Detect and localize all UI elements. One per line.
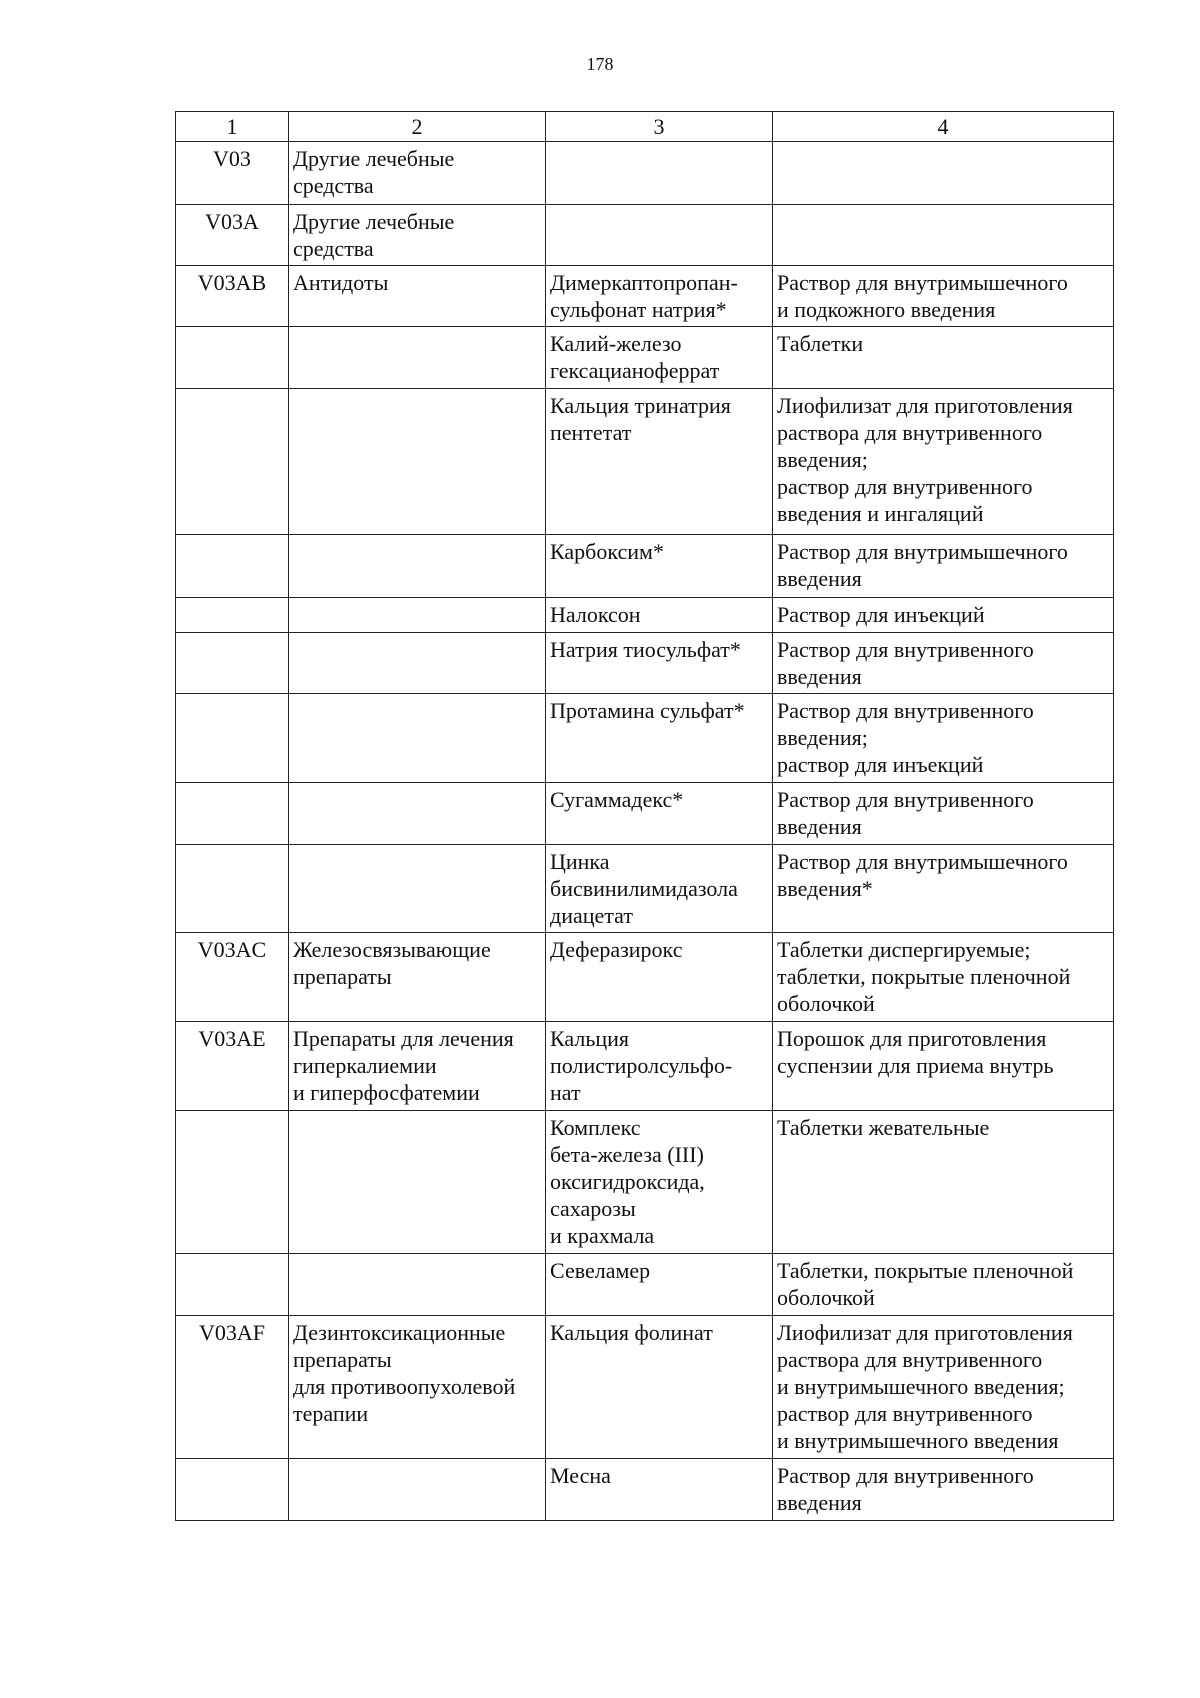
header-col-3: 3 bbox=[546, 112, 773, 142]
cell-text-line: Антидоты bbox=[293, 270, 389, 295]
cell-text-line: Калий-железо bbox=[550, 331, 682, 356]
drug-name-cell bbox=[546, 933, 773, 1022]
pharmacological-group-cell bbox=[289, 1022, 546, 1111]
table-row bbox=[176, 327, 1114, 389]
cell-text-line: Севеламер bbox=[550, 1258, 651, 1283]
atc-code-cell: V03AF bbox=[176, 1316, 289, 1459]
cell-text-line: раствора для внутривенного bbox=[777, 420, 1043, 445]
cell-text-line: Протамина сульфат* bbox=[550, 698, 745, 723]
dosage-form-cell bbox=[773, 142, 1114, 205]
drug-name-cell bbox=[546, 205, 773, 266]
cell-text-line: таблетки, покрытые пленочной bbox=[777, 964, 1071, 989]
pharmacological-group-cell bbox=[289, 1459, 546, 1521]
drug-name-cell bbox=[546, 142, 773, 205]
cell-text-line: Другие лечебные bbox=[293, 209, 455, 234]
pharmacological-group-cell bbox=[289, 783, 546, 845]
drug-name-cell bbox=[546, 389, 773, 535]
drug-name-cell bbox=[546, 694, 773, 783]
cell-text-line: средства bbox=[293, 173, 374, 198]
pharmacological-group-cell bbox=[289, 694, 546, 783]
cell-text-line: Лиофилизат для приготовления bbox=[777, 393, 1073, 418]
drug-classification-table bbox=[175, 111, 1114, 1521]
drug-name-cell bbox=[546, 535, 773, 598]
cell-text-line: введения bbox=[777, 814, 862, 839]
table-row bbox=[176, 205, 1114, 266]
table-row bbox=[176, 783, 1114, 845]
cell-text-line: Натрия тиосульфат* bbox=[550, 637, 741, 662]
cell-text-line: оболочкой bbox=[777, 1285, 875, 1310]
dosage-form-cell bbox=[773, 205, 1114, 266]
dosage-form-cell bbox=[773, 1316, 1114, 1459]
cell-text-line: бета-железа (III) bbox=[550, 1142, 704, 1167]
cell-text-line: введения bbox=[777, 1490, 862, 1515]
atc-code-cell: V03A bbox=[176, 205, 289, 266]
dosage-form-cell bbox=[773, 1022, 1114, 1111]
table-row bbox=[176, 1111, 1114, 1254]
drug-name-cell bbox=[546, 633, 773, 694]
cell-text-line: раствор для инъекций bbox=[777, 752, 984, 777]
atc-code-cell bbox=[176, 1254, 289, 1316]
dosage-form-cell bbox=[773, 598, 1114, 633]
table-row bbox=[176, 389, 1114, 535]
cell-text-line: Карбоксим* bbox=[550, 539, 664, 564]
cell-text-line: Сугаммадекс* bbox=[550, 787, 684, 812]
cell-text-line: Таблетки, покрытые пленочной bbox=[777, 1258, 1074, 1283]
cell-text-line: Комплекс bbox=[550, 1115, 641, 1140]
atc-code-cell bbox=[176, 783, 289, 845]
table-row bbox=[176, 633, 1114, 694]
dosage-form-cell bbox=[773, 266, 1114, 327]
atc-code-cell bbox=[176, 1111, 289, 1254]
pharmacological-group-cell bbox=[289, 598, 546, 633]
header-col-4: 4 bbox=[773, 112, 1114, 142]
cell-text-line: Другие лечебные bbox=[293, 146, 455, 171]
cell-text-line: терапии bbox=[293, 1401, 369, 1426]
cell-text-line: оболочкой bbox=[777, 991, 875, 1016]
cell-text-line: и внутримышечного введения bbox=[777, 1428, 1059, 1453]
cell-text-line: Раствор для внутримышечного bbox=[777, 270, 1068, 295]
drug-name-cell bbox=[546, 266, 773, 327]
atc-code-cell bbox=[176, 845, 289, 933]
atc-code-cell: V03 bbox=[176, 142, 289, 205]
table-row bbox=[176, 1316, 1114, 1459]
cell-text-line: полистиролсульфо- bbox=[550, 1053, 733, 1078]
drug-name-cell bbox=[546, 327, 773, 389]
cell-text-line: Налоксон bbox=[550, 602, 641, 627]
dosage-form-cell bbox=[773, 535, 1114, 598]
dosage-form-cell bbox=[773, 845, 1114, 933]
cell-text-line: Кальция фолинат bbox=[550, 1320, 713, 1345]
cell-text-line: диацетат bbox=[550, 903, 633, 928]
cell-text-line: Препараты для лечения bbox=[293, 1026, 514, 1051]
table-row bbox=[176, 694, 1114, 783]
cell-text-line: Раствор для внутримышечного bbox=[777, 539, 1068, 564]
dosage-form-cell bbox=[773, 633, 1114, 694]
pharmacological-group-cell bbox=[289, 1316, 546, 1459]
cell-text-line: Железосвязывающие bbox=[293, 937, 491, 962]
drug-name-cell bbox=[546, 1254, 773, 1316]
table-row bbox=[176, 1459, 1114, 1521]
pharmacological-group-cell bbox=[289, 266, 546, 327]
dosage-form-cell bbox=[773, 933, 1114, 1022]
cell-text-line: Деферазирокс bbox=[550, 937, 683, 962]
cell-text-line: раствор для внутривенного bbox=[777, 474, 1033, 499]
cell-text-line: гексацианоферрат bbox=[550, 358, 720, 383]
drug-name-cell bbox=[546, 1316, 773, 1459]
atc-code-cell bbox=[176, 598, 289, 633]
cell-text-line: раствора для внутривенного bbox=[777, 1347, 1043, 1372]
cell-text-line: введения bbox=[777, 566, 862, 591]
drug-name-cell bbox=[546, 1022, 773, 1111]
cell-text-line: пентетат bbox=[550, 420, 632, 445]
atc-code-cell bbox=[176, 535, 289, 598]
dosage-form-cell bbox=[773, 1459, 1114, 1521]
pharmacological-group-cell bbox=[289, 205, 546, 266]
cell-text-line: введения и ингаляций bbox=[777, 501, 984, 526]
cell-text-line: Порошок для приготовления bbox=[777, 1026, 1047, 1051]
cell-text-line: Месна bbox=[550, 1463, 611, 1488]
dosage-form-cell bbox=[773, 389, 1114, 535]
cell-text-line: введения; bbox=[777, 725, 868, 750]
cell-text-line: Лиофилизат для приготовления bbox=[777, 1320, 1073, 1345]
pharmacological-group-cell bbox=[289, 327, 546, 389]
drug-name-cell bbox=[546, 1111, 773, 1254]
cell-text-line: введения; bbox=[777, 447, 868, 472]
cell-text-line: Таблетки диспергируемые; bbox=[777, 937, 1031, 962]
cell-text-line: Цинка bbox=[550, 849, 610, 874]
cell-text-line: и гиперфосфатемии bbox=[293, 1080, 480, 1105]
cell-text-line: Дезинтоксикационные bbox=[293, 1320, 506, 1345]
pharmacological-group-cell bbox=[289, 1111, 546, 1254]
cell-text-line: раствор для внутривенного bbox=[777, 1401, 1033, 1426]
dosage-form-cell bbox=[773, 783, 1114, 845]
table-row bbox=[176, 845, 1114, 933]
cell-text-line: средства bbox=[293, 236, 374, 261]
table-header-row bbox=[176, 112, 1114, 142]
cell-text-line: Раствор для инъекций bbox=[777, 602, 985, 627]
atc-code-cell bbox=[176, 694, 289, 783]
atc-code-cell bbox=[176, 633, 289, 694]
atc-code-cell bbox=[176, 327, 289, 389]
cell-text-line: Кальция тринатрия bbox=[550, 393, 731, 418]
pharmacological-group-cell bbox=[289, 633, 546, 694]
table-row bbox=[176, 535, 1114, 598]
table-row bbox=[176, 142, 1114, 205]
table-row bbox=[176, 1254, 1114, 1316]
cell-text-line: сульфонат натрия* bbox=[550, 297, 727, 322]
cell-text-line: препараты bbox=[293, 1347, 392, 1372]
pharmacological-group-cell bbox=[289, 1254, 546, 1316]
table-row bbox=[176, 933, 1114, 1022]
cell-text-line: препараты bbox=[293, 964, 392, 989]
dosage-form-cell bbox=[773, 694, 1114, 783]
cell-text-line: и подкожного введения bbox=[777, 297, 996, 322]
cell-text-line: Раствор для внутривенного bbox=[777, 1463, 1034, 1488]
pharmacological-group-cell bbox=[289, 535, 546, 598]
pharmacological-group-cell bbox=[289, 933, 546, 1022]
table-row bbox=[176, 1022, 1114, 1111]
drug-name-cell bbox=[546, 845, 773, 933]
atc-code-cell: V03AB bbox=[176, 266, 289, 327]
cell-text-line: Димеркаптопропан- bbox=[550, 270, 738, 295]
cell-text-line: введения* bbox=[777, 876, 873, 901]
cell-text-line: бисвинилимидазола bbox=[550, 876, 738, 901]
cell-text-line: для противоопухолевой bbox=[293, 1374, 516, 1399]
cell-text-line: суспензии для приема внутрь bbox=[777, 1053, 1054, 1078]
pharmacological-group-cell bbox=[289, 142, 546, 205]
atc-code-cell bbox=[176, 1459, 289, 1521]
drug-name-cell bbox=[546, 1459, 773, 1521]
atc-code-cell: V03AC bbox=[176, 933, 289, 1022]
cell-text-line: Кальция bbox=[550, 1026, 630, 1051]
cell-text-line: гиперкалиемии bbox=[293, 1053, 437, 1078]
pharmacological-group-cell bbox=[289, 389, 546, 535]
cell-text-line: оксигидроксида, bbox=[550, 1169, 705, 1194]
drug-name-cell bbox=[546, 783, 773, 845]
cell-text-line: введения bbox=[777, 664, 862, 689]
dosage-form-cell bbox=[773, 1111, 1114, 1254]
cell-text-line: Таблетки bbox=[777, 331, 864, 356]
table-body bbox=[176, 142, 1114, 1521]
cell-text-line: и внутримышечного введения; bbox=[777, 1374, 1065, 1399]
page-number: 178 bbox=[586, 54, 614, 74]
cell-text-line: Таблетки жевательные bbox=[777, 1115, 990, 1140]
pharmacological-group-cell bbox=[289, 845, 546, 933]
table-row bbox=[176, 266, 1114, 327]
dosage-form-cell bbox=[773, 1254, 1114, 1316]
header-col-2: 2 bbox=[289, 112, 546, 142]
atc-code-cell: V03AE bbox=[176, 1022, 289, 1111]
dosage-form-cell bbox=[773, 327, 1114, 389]
cell-text-line: Раствор для внутривенного bbox=[777, 787, 1034, 812]
header-col-1: 1 bbox=[176, 112, 289, 142]
table-row bbox=[176, 598, 1114, 633]
cell-text-line: и крахмала bbox=[550, 1223, 655, 1248]
atc-code-cell bbox=[176, 389, 289, 535]
drug-name-cell bbox=[546, 598, 773, 633]
cell-text-line: сахарозы bbox=[550, 1196, 636, 1221]
cell-text-line: Раствор для внутривенного bbox=[777, 698, 1034, 723]
cell-text-line: Раствор для внутривенного bbox=[777, 637, 1034, 662]
cell-text-line: Раствор для внутримышечного bbox=[777, 849, 1068, 874]
cell-text-line: нат bbox=[550, 1080, 581, 1105]
